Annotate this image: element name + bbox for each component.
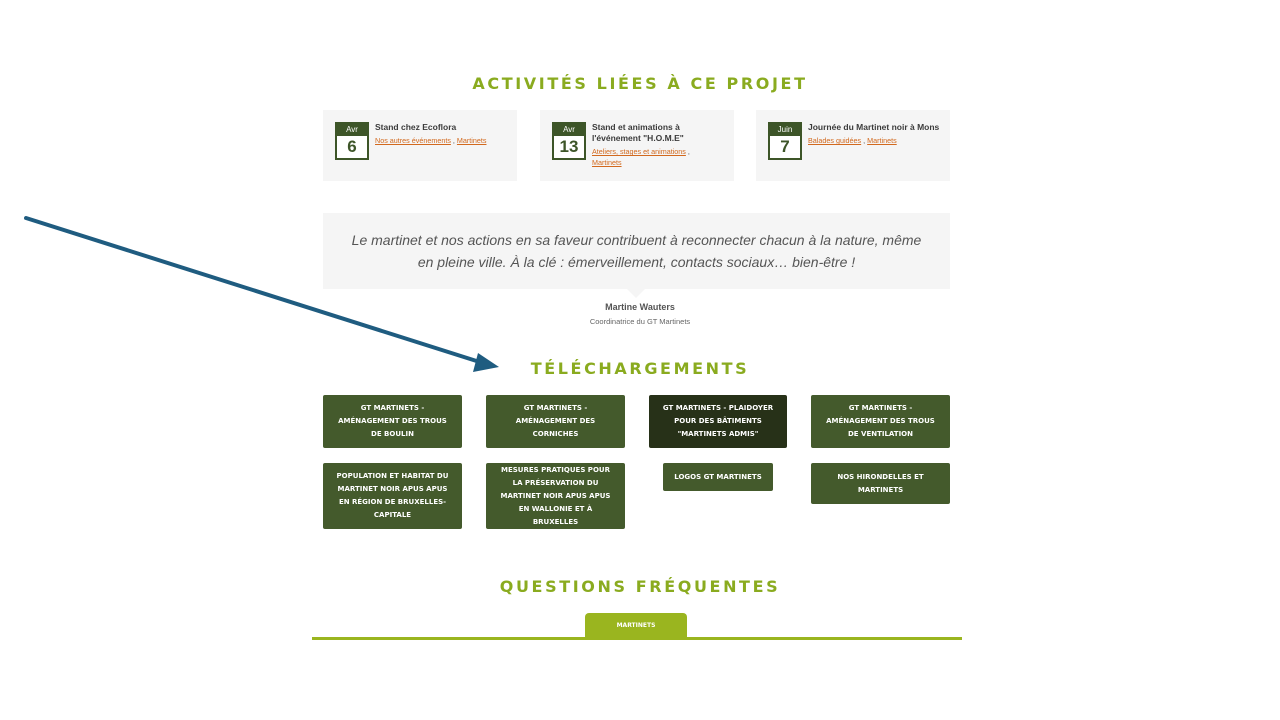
faq-title: QUESTIONS FRÉQUENTES xyxy=(499,577,781,596)
event-month: Avr xyxy=(337,124,367,136)
event-card[interactable]: Avr 13 Stand et animations à l'événement "H.O.M.E" Ateliers, stages et animations , Martinets xyxy=(540,110,734,181)
event-day: 6 xyxy=(347,137,357,156)
event-card[interactable]: Juin 7 Journée du Martinet noir à Mons Balades guidées , Martinets xyxy=(756,110,950,181)
downloads-title: TÉLÉCHARGEMENTS xyxy=(530,359,750,378)
event-tag-link[interactable]: Nos autres événements xyxy=(375,136,451,145)
event-tag-link[interactable]: Ateliers, stages et animations xyxy=(592,147,686,156)
quote-pointer xyxy=(627,289,645,298)
download-button[interactable]: MESURES PRATIQUES POUR LA PRÉSERVATION DU MARTINET NOIR APUS APUS EN WALLONIE ET À BRUXELLES xyxy=(486,463,625,529)
tab-martinets[interactable]: MARTINETS xyxy=(585,613,687,638)
event-tag-link[interactable]: Martinets xyxy=(592,158,622,167)
event-tag-link[interactable]: Martinets xyxy=(456,136,487,145)
quote-author-role: Coordinatrice du GT Martinets xyxy=(589,317,691,326)
event-title[interactable]: Stand et animations à l'événement "H.O.M.E" xyxy=(592,122,684,143)
activities-title: ACTIVITÉS LIÉES À CE PROJET xyxy=(472,74,808,93)
testimonial-quote xyxy=(323,213,950,289)
download-button[interactable]: GT MARTINETS - AMÉNAGEMENT DES TROUS DE BOULIN xyxy=(323,395,462,448)
download-button[interactable]: LOGOS GT MARTINETS xyxy=(663,463,773,491)
event-title[interactable]: Stand chez Ecoflora xyxy=(375,122,457,132)
calendar-icon xyxy=(335,122,369,160)
calendar-icon xyxy=(552,122,586,160)
event-card[interactable]: Avr 6 Stand chez Ecoflora Nos autres événements , Martinets xyxy=(323,110,517,181)
event-title[interactable]: Journée du Martinet noir à Mons xyxy=(808,122,940,132)
download-button[interactable]: GT MARTINETS - PLAIDOYER POUR DES BÂTIMENTS "MARTINETS ADMIS" xyxy=(649,395,787,448)
download-button[interactable]: NOS HIRONDELLES ET MARTINETS xyxy=(811,463,950,504)
download-button[interactable]: GT MARTINETS - AMÉNAGEMENT DES CORNICHES xyxy=(486,395,625,448)
event-month: Avr xyxy=(554,124,584,136)
event-month: Juin xyxy=(770,124,800,136)
event-day: 7 xyxy=(780,137,790,156)
download-button[interactable]: POPULATION ET HABITAT DU MARTINET NOIR APUS APUS EN RÉGION DE BRUXELLES-CAPITALE xyxy=(323,463,462,529)
calendar-icon xyxy=(768,122,802,160)
event-tag-link[interactable]: Balades guidées xyxy=(808,136,862,145)
event-tag-link[interactable]: Martinets xyxy=(867,136,897,145)
quote-text: Le martinet et nos actions en sa faveur contribuent à reconnecter chacun à la nature, même en pleine ville. À la clé : émerveillement, contacts sociaux… bien-être ! xyxy=(351,232,922,270)
quote-author: Martine Wauters xyxy=(605,302,675,312)
download-button[interactable]: GT MARTINETS - AMÉNAGEMENT DES TROUS DE VENTILATION xyxy=(811,395,950,448)
event-day: 13 xyxy=(559,137,579,156)
